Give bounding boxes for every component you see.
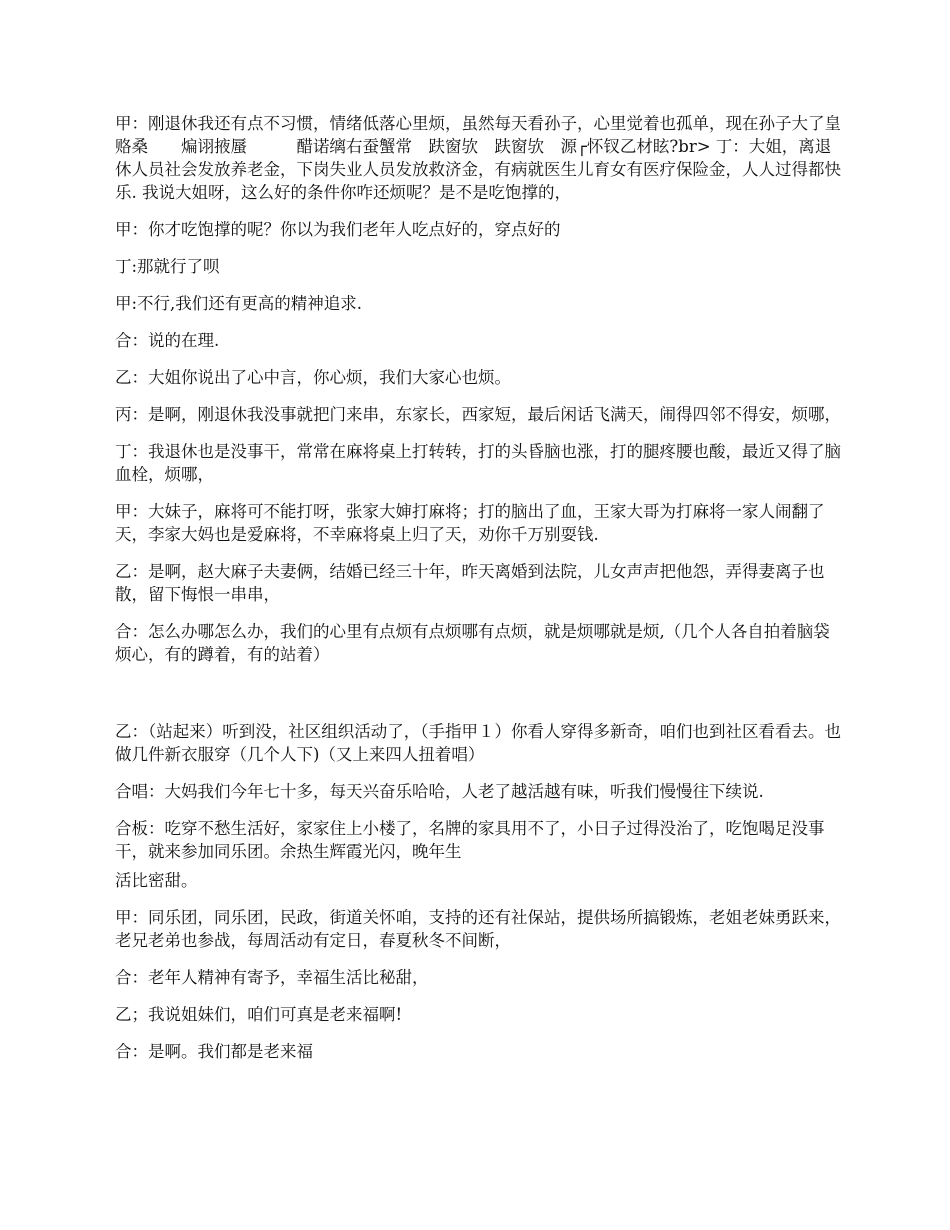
paragraph-17: 合：老年人精神有寄予，幸福生活比秘甜， (115, 968, 429, 987)
paragraph-9: 甲：大妹子，麻将可不能打呀，张家大婶打麻将；打的脑出了血，王家大哥为打麻将一家人闹翻了天，李家大妈也是爱麻将，不幸麻将桌上归了天，劝你千万别耍钱. (115, 502, 825, 544)
paragraph-16: 甲：同乐团，同乐团，民政，街道关怀咱，支持的还有社保站，提供场所搞锻炼，老姐老妹勇跃来，老兄老弟也参战，每周活动有定日，春夏秋冬不间断， (115, 908, 841, 950)
document-body (115, 112, 845, 1077)
section-gap (115, 680, 845, 720)
paragraph-10: 乙：是啊，赵大麻子夫妻俩，结婚已经三十年，昨天离婚到法院，儿女声声把他怨，弄得妻离子也散，留下悔恨一串串， (115, 562, 825, 604)
paragraph-2: 甲：你才吃饱撑的呢？你以为我们老年人吃点好的，穿点好的 (115, 220, 561, 239)
paragraph-15: 活比密甜。 (115, 871, 198, 890)
paragraph-5: 合：说的在理. (115, 331, 220, 350)
paragraph-11: 合：怎么办哪怎么办，我们的心里有点烦有点烦哪有点烦，就是烦哪就是烦,（几个人各自拍着脑袋烦心，有的蹲着，有的站着） (115, 622, 830, 664)
paragraph-8: 丁：我退休也是没事干，常常在麻将桌上打转转，打的头昏脑也涨，打的腿疼腰也酸，最近又得了脑血栓，烦哪， (115, 442, 841, 484)
paragraph-14: 合板：吃穿不愁生活好，家家住上小楼了，名牌的家具用不了，小日子过得没治了，吃饱喝足没事干，就来参加同乐团。余热生辉霞光闪，晚年生 (115, 819, 825, 861)
paragraph-7: 丙：是啊，刚退休我没事就把门来串，东家长，西家短，最后闲话飞满天，闹得四邻不得安，烦哪， (115, 405, 841, 424)
paragraph-19: 合：是啊。我们都是老来福 (115, 1042, 313, 1061)
paragraph-6: 乙：大姐你说出了心中言，你心烦，我们大家心也烦。 (115, 368, 511, 387)
paragraph-18: 乙；我说姐妹们，咱们可真是老来福啊! (115, 1005, 403, 1024)
paragraph-1: 甲：刚退休我还有点不习惯，情绪低落心里烦，虽然每天看孙子，心里觉着也孤单，现在孙子大了皇赂桑 煸诩掖蜃 醋诺缡右蚕蟹常 趺窗欤 趺窗欤 源┌怀钗乙材眩?br> 丁：大姐，离退休人员社会发放养老金，下岗失业人员发放救济金，有病就医生儿育女有医疗保险金，人人过得都快乐. 我说大姐呀，这么好的条件你咋还烦呢？是不是吃饱撑的， (115, 114, 841, 202)
paragraph-4: 甲:不行,我们还有更高的精神追求. (115, 294, 363, 313)
paragraph-3: 丁:那就行了呗 (115, 257, 220, 276)
paragraph-13: 合唱：大妈我们今年七十多，每天兴奋乐哈哈，人老了越活越有味，听我们慢慢往下续说. (115, 782, 764, 801)
paragraph-12: 乙：（站起来）听到没，社区组织活动了，（手指甲１）你看人穿得多新奇，咱们也到社区看看去。也做几件新衣服穿（几个人下)（又上来四人扭着唱） (115, 722, 841, 764)
